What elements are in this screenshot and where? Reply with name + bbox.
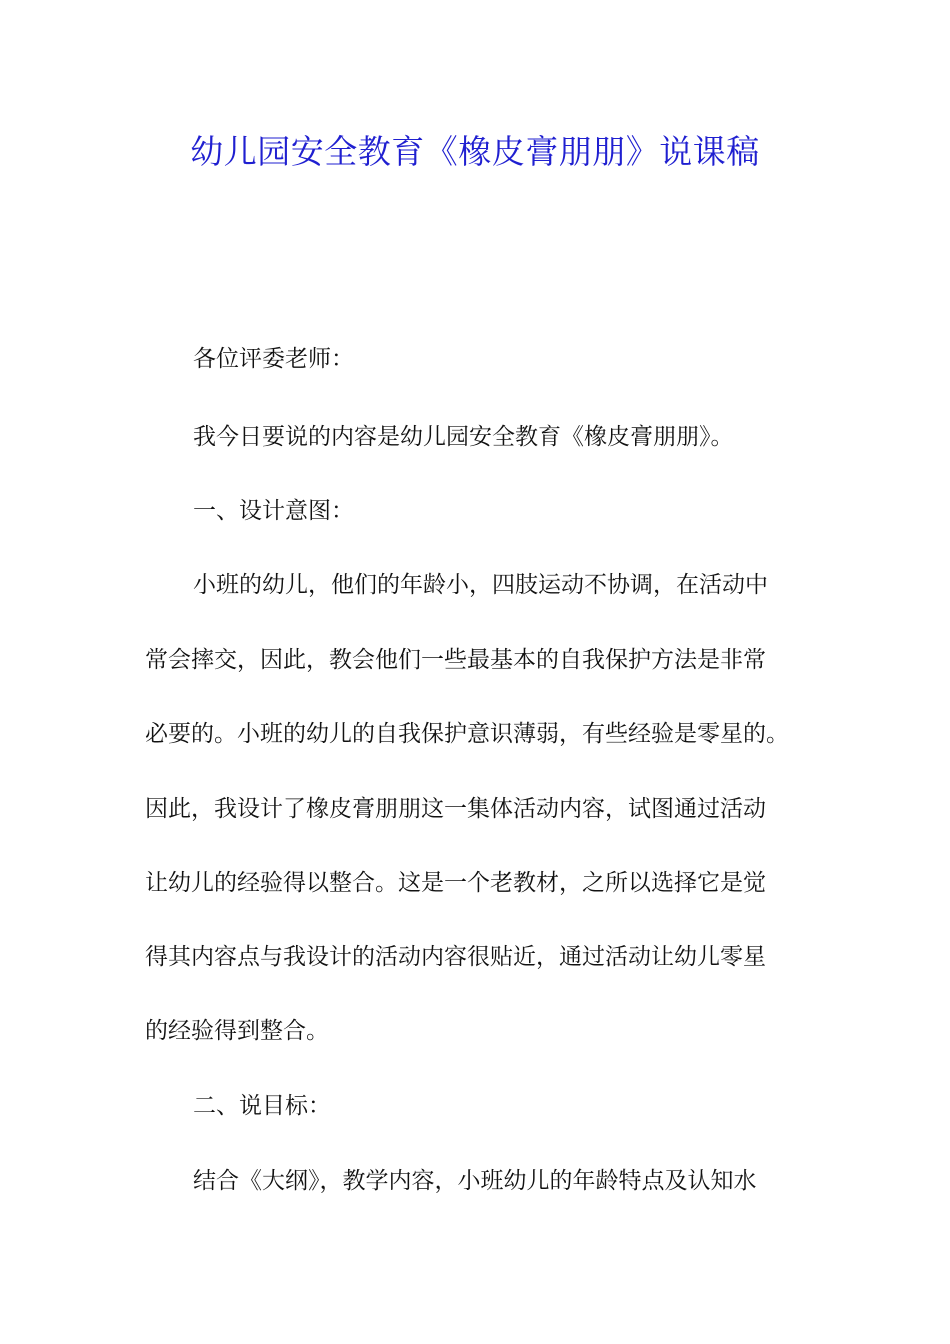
- paragraph-line: 让幼儿的经验得以整合。这是一个老教材，之所以选择它是觉: [145, 870, 766, 896]
- paragraph-line: 必要的。小班的幼儿的自我保护意识薄弱，有些经验是零星的。: [145, 721, 789, 747]
- intro-line: 我今日要说的内容是幼儿园安全教育《橡皮膏朋朋》。: [193, 424, 734, 450]
- document-title: 幼儿园安全教育《橡皮膏朋朋》说课稿: [190, 132, 760, 171]
- salutation-line: 各位评委老师：: [193, 346, 354, 372]
- paragraph-line: 小班的幼儿，他们的年龄小，四肢运动不协调，在活动中: [193, 572, 768, 598]
- section-heading-objectives: 二、说目标：: [193, 1093, 331, 1119]
- paragraph-line: 得其内容点与我设计的活动内容很贴近，通过活动让幼儿零星: [145, 944, 766, 970]
- paragraph-line: 因此，我设计了橡皮膏朋朋这一集体活动内容，试图通过活动: [145, 796, 766, 822]
- paragraph-line: 的经验得到整合。: [145, 1018, 329, 1044]
- paragraph-line: 结合《大纲》，教学内容，小班幼儿的年龄特点及认知水: [193, 1168, 757, 1194]
- paragraph-line: 常会摔交，因此，教会他们一些最基本的自我保护方法是非常: [145, 647, 766, 673]
- section-heading-design-intent: 一、设计意图：: [193, 498, 354, 524]
